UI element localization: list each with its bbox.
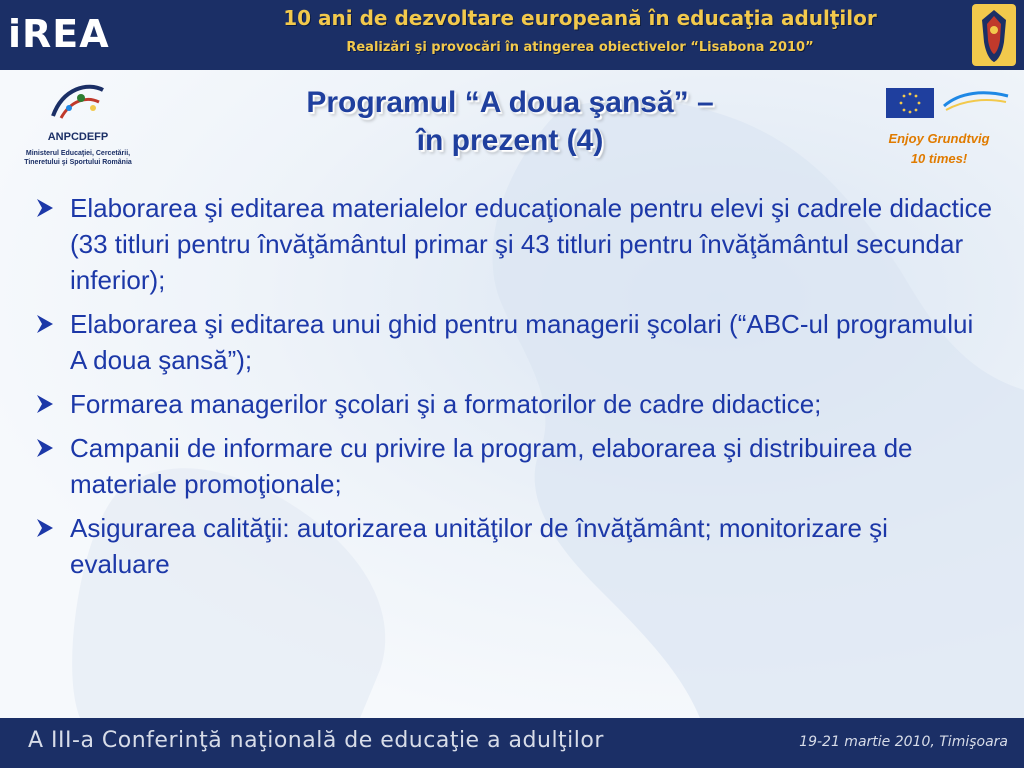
slide-title	[210, 84, 810, 160]
bullet-list	[34, 190, 994, 590]
list-item-text: Asigurarea calităţii: autorizarea unităţilor de învăţământ; monitorizare şi evaluare	[70, 513, 888, 579]
anpcdefp-logo-icon	[43, 78, 113, 124]
dg-education-icon	[940, 88, 1012, 118]
title-line-2: în prezent (4)	[416, 124, 604, 157]
list-item	[34, 430, 994, 502]
irea-logo	[8, 12, 138, 56]
list-item	[34, 386, 994, 422]
list-item	[34, 190, 994, 298]
enjoy-line-2: 10 times!	[910, 151, 968, 166]
header-subtitle: Realizări şi provocări în atingerea obiectivelor “Lisabona 2010”	[346, 40, 814, 55]
list-item	[34, 306, 994, 378]
list-item-text: Elaborarea şi editarea materialelor educaţionale pentru elevi şi cadrele didactice (33 titluri pentru învăţământul primar şi 43 titluri pentru învăţământul secundar inferior);	[70, 193, 993, 295]
header-title: 10 ani de dezvoltare europeană în educaţia adulţilor	[283, 6, 877, 30]
eu-flag-icon	[886, 88, 934, 118]
footer-conference-title: A III-a Conferinţă naţională de educaţie a adulţilor	[28, 728, 604, 753]
list-item-text: Campanii de informare cu privire la program, elaborarea şi distribuirea de materiale promoţionale;	[70, 433, 913, 499]
arrow-bullet-icon	[34, 313, 56, 335]
list-item-text: Elaborarea şi editarea unui ghid pentru managerii şcolari (“ABC-ul programului A doua şansă”);	[70, 309, 974, 375]
arrow-bullet-icon	[34, 393, 56, 415]
arrow-bullet-icon	[34, 517, 56, 539]
arrow-bullet-icon	[34, 437, 56, 459]
header-bar	[0, 0, 1024, 70]
enjoy-line-1: Enjoy Grundtvig	[888, 131, 990, 146]
romania-crest-icon	[970, 2, 1018, 68]
logo-text: iREA	[8, 12, 110, 56]
anpcdefp-subtitle: Ministerul Educaţiei, Cercetării, Tineretului şi Sportului România	[24, 150, 132, 166]
anpcdefp-name: ANPCDEFP	[47, 131, 109, 143]
title-line-1: Programul “A doua şansă” –	[306, 86, 714, 119]
anpcdefp-logo	[14, 78, 142, 174]
footer-bar	[0, 718, 1024, 768]
enjoy-grundtvig-text	[864, 129, 1014, 169]
eu-logos	[872, 84, 1012, 120]
list-item-text: Formarea managerilor şcolari şi a formatorilor de cadre didactice;	[70, 389, 822, 419]
arrow-bullet-icon	[34, 197, 56, 219]
list-item	[34, 510, 994, 582]
footer-date-location: 19-21 martie 2010, Timişoara	[799, 734, 1008, 750]
